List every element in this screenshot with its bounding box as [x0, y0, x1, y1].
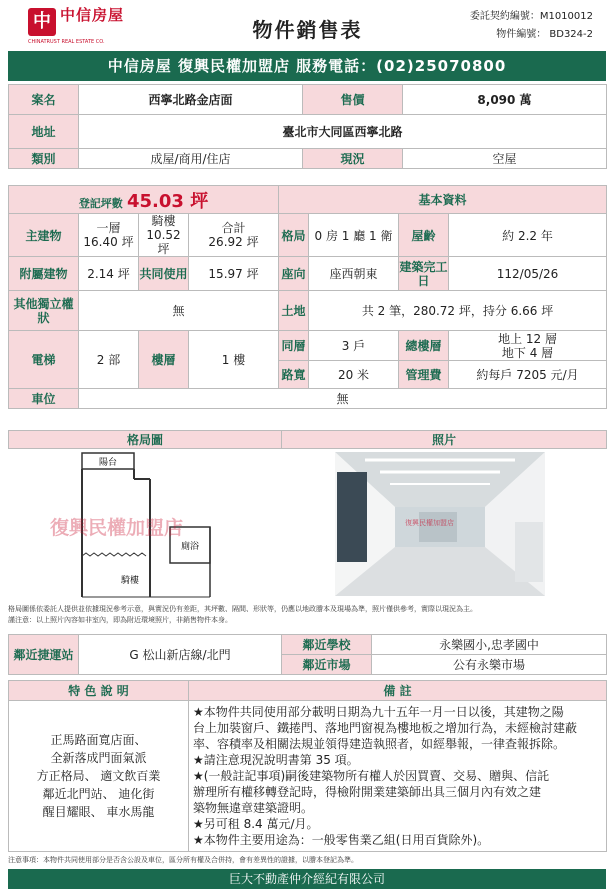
auxiliary-label: 附屬建物	[9, 257, 79, 291]
first-floor-label: 一層	[96, 221, 121, 235]
media-header-table	[8, 430, 607, 449]
age-label: 屋齡	[399, 214, 449, 257]
first-floor-value: 16.40 坪	[83, 235, 134, 249]
floor-plan-header: 格局圖	[9, 431, 282, 449]
land-value: 共 2 筆，280.72 坪，持分 6.66 坪	[309, 291, 607, 331]
storefront-photo	[335, 452, 545, 596]
layout-label: 格局	[279, 214, 309, 257]
feature-line: 正馬路面寬店面、	[50, 733, 147, 747]
road-width-label: 路寬	[279, 361, 309, 389]
features-table	[8, 680, 607, 852]
total-floors-label: 總樓層	[399, 331, 449, 361]
arcade-value: 10.52 坪	[146, 228, 181, 256]
total-floors-cell	[449, 331, 607, 361]
same-floor-label: 同層	[279, 331, 309, 361]
total-value: 26.92 坪	[208, 235, 259, 249]
basic-info-table	[8, 84, 607, 169]
company-footer: 巨大不動產仲介經紀有限公司	[8, 869, 606, 889]
plan-note	[8, 604, 606, 626]
page-title: 物件銷售表	[252, 18, 363, 42]
above-ground-floors: 地上 12 層	[498, 331, 557, 346]
elevator-label: 電梯	[9, 331, 79, 389]
remarks-header: 備 註	[189, 681, 607, 701]
school-value: 永樂國小,忠孝國中	[372, 635, 607, 655]
area-table	[8, 185, 607, 409]
feature-line: 方正格局、 適文飲百業	[36, 769, 161, 783]
market-value: 公有永樂市場	[372, 655, 607, 675]
features-text	[9, 701, 189, 852]
feature-line: 全新落成門面氣派	[50, 751, 147, 765]
logo-mark: 中	[28, 8, 56, 36]
plan-note-1: 格局圖係依委託人提供並依據現況參考示意，與實況仍有差距，其坪數、隔間、形狀等，仍應以地政謄本及現場為準，照片僅供參考，實際以現況為主。	[8, 605, 477, 613]
same-floor-value: 3 戶	[309, 331, 399, 361]
contract-info	[470, 8, 593, 44]
market-label: 鄰近市場	[282, 655, 372, 675]
plan-balcony-label: 陽台	[98, 458, 118, 468]
photo-header: 照片	[282, 431, 607, 449]
total-label: 合計	[221, 221, 246, 235]
other-rights-label: 其他獨立權狀	[9, 291, 79, 331]
case-name-label: 案名	[9, 85, 79, 115]
total-cell	[189, 214, 279, 257]
completion-value: 112/05/26	[449, 257, 607, 291]
remark-line: 築物無違章建築證明。	[193, 801, 314, 815]
management-fee-label: 管理費	[399, 361, 449, 389]
main-building-label: 主建物	[9, 214, 79, 257]
header	[0, 0, 615, 50]
first-floor-cell	[79, 214, 139, 257]
road-width-value: 20 米	[309, 361, 399, 389]
remark-line: ★本物件共同使用部分載明日期為九十五年一月一日以後，其建物之陽	[193, 705, 564, 719]
orientation-value: 座西朝東	[309, 257, 399, 291]
case-name-value: 西寧北路金店面	[79, 85, 303, 115]
address-label: 地址	[9, 115, 79, 149]
common-use-label: 共同使用	[139, 257, 189, 291]
common-use-value: 15.97 坪	[189, 257, 279, 291]
floor-value: 1 樓	[189, 331, 279, 389]
category-value: 成屋/商用/住店	[79, 149, 303, 169]
school-label: 鄰近學校	[282, 635, 372, 655]
remark-line: ★本物件主要用途為：一般零售業乙組(日用百貨除外)。	[193, 833, 490, 847]
store-banner: 中信房屋 復興民權加盟店 服務電話：(02)25070800	[8, 51, 606, 81]
age-value: 約 2.2 年	[449, 214, 607, 257]
logo-text: 中信房屋	[60, 6, 125, 24]
management-fee-value: 約每戶 7205 元/月	[449, 361, 607, 389]
registered-area-value: 45.03 坪	[127, 190, 209, 212]
registered-area-label: 登記坪數	[78, 196, 123, 210]
other-rights-value: 無	[79, 291, 279, 331]
status-value: 空屋	[403, 149, 607, 169]
registered-area-cell	[9, 186, 279, 214]
remark-line: 台上加裝窗戶、鐵捲門、落地門窗視為樓地板之增加行為，未經檢討建蔽	[193, 721, 578, 735]
parking-value: 無	[79, 389, 607, 409]
auxiliary-value: 2.14 坪	[79, 257, 139, 291]
remark-line: ★請注意現況說明書第 35 項。	[193, 753, 359, 767]
feature-line: 鄰近北門站、 迪化街	[42, 787, 155, 801]
remark-line: 辦理所有權移轉登記時，得檢附開業建築師出具三個月內有效之建	[193, 785, 542, 799]
mrt-value: G 松山新店線/北門	[79, 635, 282, 675]
remark-line: ★另可租 8.4 萬元/月。	[193, 817, 319, 831]
plan-note-2: 謹注意：以上照片內容如非室內，即為附近環境照片，非銷售物件本身。	[8, 616, 232, 624]
contract-number: 委託契約編號：M1010012	[469, 11, 593, 22]
floor-label: 樓層	[139, 331, 189, 389]
remark-line: ★(一般註記事項)嗣後建築物所有權人於因買賣、交易、贈與、信託	[193, 769, 550, 783]
address-value: 臺北市大同區西寧北路	[79, 115, 607, 149]
plan-arcade-label: 騎樓	[120, 576, 140, 586]
category-label: 類別	[9, 149, 79, 169]
plan-watermark: 復興民權加盟店	[50, 517, 184, 539]
plan-bath-label: 廁浴	[180, 542, 200, 552]
photo-watermark: 復興民權加盟店	[405, 519, 454, 527]
orientation-label: 座向	[279, 257, 309, 291]
layout-value: 0 房 1 廳 1 衛	[309, 214, 399, 257]
features-header: 特 色 說 明	[9, 681, 189, 701]
item-number: 物件編號： BD324-2	[496, 29, 593, 40]
status-label: 現況	[303, 149, 403, 169]
nearby-table	[8, 634, 607, 675]
feature-line: 醒目耀眼、 車水馬龍	[42, 805, 155, 819]
floor-plan	[50, 449, 280, 599]
parking-label: 車位	[9, 389, 79, 409]
mrt-label: 鄰近捷運站	[9, 635, 79, 675]
elevator-value: 2 部	[79, 331, 139, 389]
arcade-cell	[139, 214, 189, 257]
below-ground-floors: 地下 4 層	[501, 345, 554, 360]
remarks-text	[189, 701, 607, 852]
logo-subtext: CHINATRUST REAL ESTATE CO.	[28, 39, 105, 45]
remark-line: 率、容積率及相關法規並領得建造執照者，如經舉報，一律查報拆除。	[193, 737, 566, 751]
price-label: 售價	[303, 85, 403, 115]
land-label: 土地	[279, 291, 309, 331]
arcade-label: 騎樓	[151, 214, 176, 228]
basic-data-header: 基本資料	[279, 186, 607, 214]
completion-label: 建築完工日	[399, 257, 449, 291]
price-value: 8,090 萬	[403, 85, 607, 115]
footer-note: 注意事項：本物件共同使用部分是否含公設及車位，區分所有權及合併持，會有差異性的證據，以謄本登記為準。	[8, 856, 358, 864]
